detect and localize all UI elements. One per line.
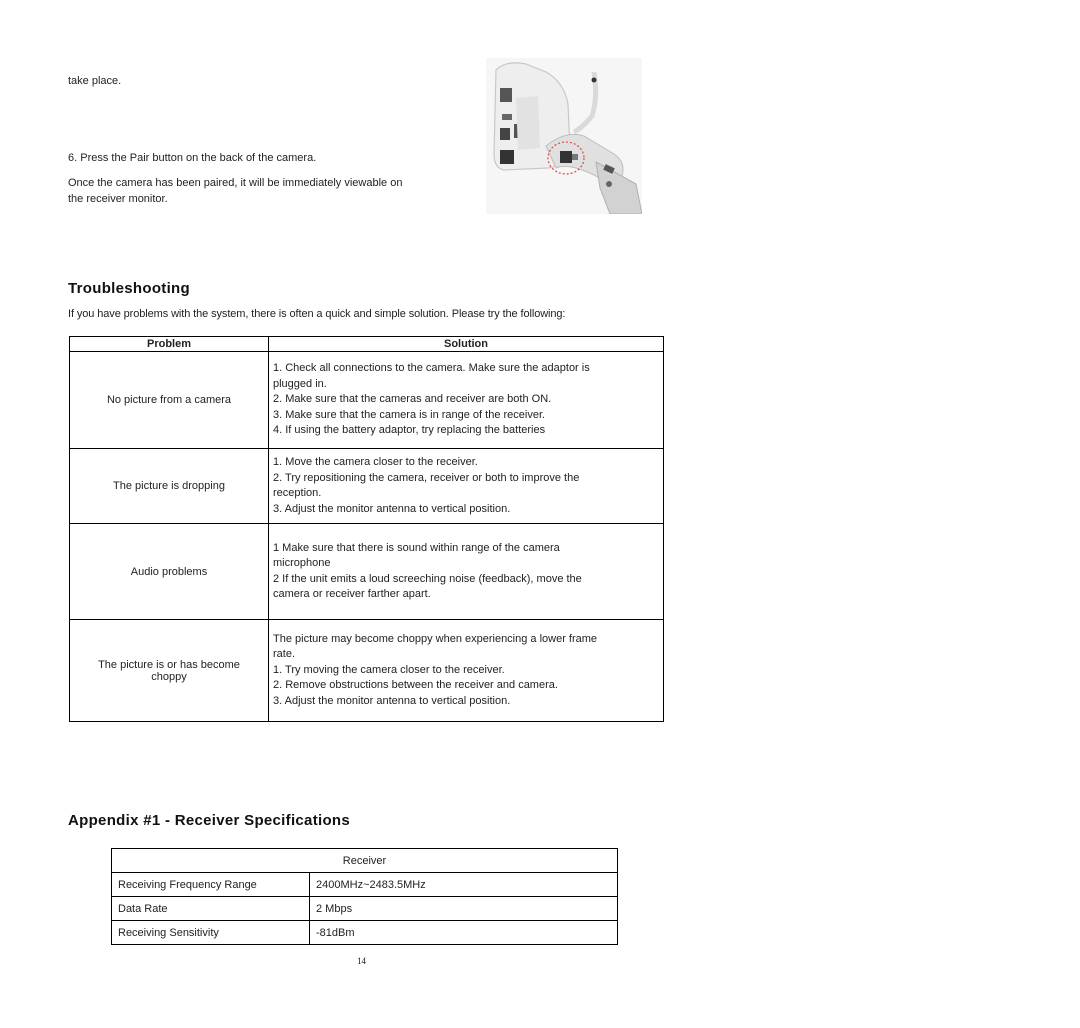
solution-line: 1. Try moving the camera closer to the receiver. xyxy=(273,663,505,676)
solution-line: The picture may become choppy when experiencing a lower frame xyxy=(273,632,598,645)
solution-line: 3. Adjust the monitor antenna to vertical position. xyxy=(273,694,511,707)
paired-text-line-2: the receiver monitor. xyxy=(68,193,168,205)
step-6-text: 6. Press the Pair button on the back of the camera. xyxy=(68,152,317,164)
solution-line: reception. xyxy=(273,487,322,499)
spec-value: 2 Mbps xyxy=(310,897,618,921)
problem-line: choppy xyxy=(151,670,187,683)
solution-line: rate. xyxy=(273,648,296,661)
problem-cell: The picture is dropping xyxy=(70,449,269,524)
problem-cell: No picture from a camera xyxy=(70,352,269,449)
solution-line: 1. Check all connections to the camera. Make sure the adaptor is xyxy=(273,362,590,375)
table-row xyxy=(112,873,618,897)
table-row xyxy=(70,620,664,722)
solution-line: microphone xyxy=(273,557,331,569)
solution-line: 2. Remove obstructions between the receiver and camera. xyxy=(273,679,558,692)
troubleshooting-table xyxy=(69,336,664,722)
solution-line: 4. If using the battery adaptor, try replacing the batteries xyxy=(273,424,546,437)
table-row xyxy=(70,352,664,449)
solution-line: 2 If the unit emits a loud screeching noise (feedback), move the xyxy=(273,572,582,585)
solution-line: plugged in. xyxy=(273,377,327,390)
solution-line: 1. Move the camera closer to the receiver. xyxy=(273,456,478,468)
table-row xyxy=(70,524,664,620)
page-number: 14 xyxy=(357,956,366,966)
table-header-row xyxy=(70,337,664,352)
solution-line: 2. Try repositioning the camera, receiver or both to improve the xyxy=(273,471,580,484)
solution-line: 3. Make sure that the camera is in range of the receiver. xyxy=(273,408,546,421)
problem-cell: Audio problems xyxy=(70,524,269,620)
receiver-spec-table xyxy=(111,848,618,945)
solution-cell xyxy=(269,449,664,524)
camera-illustration-icon xyxy=(486,58,642,214)
solution-cell xyxy=(269,352,664,449)
solution-cell xyxy=(269,620,664,722)
camera-pair-button-illustration xyxy=(486,58,642,214)
solution-cell xyxy=(269,524,664,620)
table-row xyxy=(112,897,618,921)
problem-line: The picture is or has become xyxy=(98,658,240,671)
intro-text: take place. xyxy=(68,75,122,87)
spec-value: 2400MHz~2483.5MHz xyxy=(310,873,618,897)
problem-cell xyxy=(70,620,269,722)
spec-header-row xyxy=(112,849,618,873)
receiver-header: Receiver xyxy=(112,849,618,873)
spec-label: Data Rate xyxy=(112,897,310,921)
troubleshooting-intro: If you have problems with the system, there is often a quick and simple solution. Please try the following: xyxy=(68,308,566,320)
solution-line: 1 Make sure that there is sound within range of the camera xyxy=(273,541,560,554)
appendix-heading: Appendix #1 - Receiver Specifications xyxy=(68,812,351,829)
paired-text xyxy=(68,175,478,207)
solution-line: 3. Adjust the monitor antenna to vertical position. xyxy=(273,502,511,515)
solution-line: 2. Make sure that the cameras and receiver are both ON. xyxy=(273,393,552,406)
table-row xyxy=(112,921,618,945)
spec-label: Receiving Frequency Range xyxy=(112,873,310,897)
troubleshooting-heading: Troubleshooting xyxy=(68,280,190,297)
table-row xyxy=(70,449,664,524)
solution-column-header: Solution xyxy=(269,337,664,352)
problem-column-header: Problem xyxy=(70,337,269,352)
paired-text-line-1: Once the camera has been paired, it will be immediately viewable on xyxy=(68,177,403,189)
spec-label: Receiving Sensitivity xyxy=(112,921,310,945)
solution-line: camera or receiver farther apart. xyxy=(273,588,431,600)
spec-value: -81dBm xyxy=(310,921,618,945)
